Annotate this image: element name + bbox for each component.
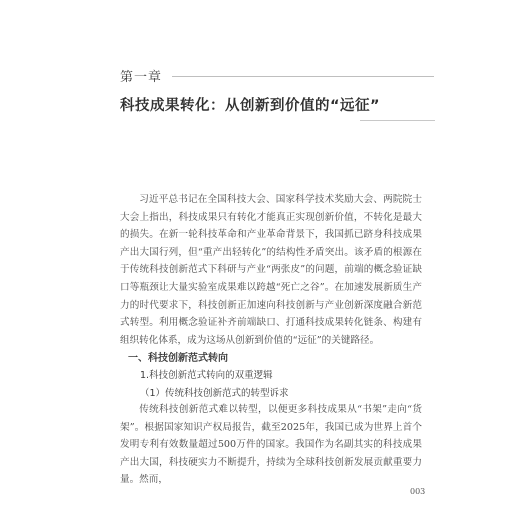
page-number: 003 [410,487,426,496]
subsubsection-heading: （1）传统科技创新范式的转型诉求 [140,388,289,399]
chapter-label: 第一章 [120,70,163,85]
paragraph: 习近平总书记在全国科技大会、国家科学技术奖励大会、两院院士大会上指出，科技成果只有转化才能真正实现创新价值，不转化是最大的损失。在新一轮科技革命和产业革命背景下，我国抓已跻身科技成果产出大国行列，但“重产出轻转化”的结构性矛盾突出。该矛盾的根源在于传统科技创新范式下科研与产业“两张皮”的问题，前端的概念验证缺口等瓶颈让大量实验室成果难以跨越“死亡之谷”。在加速发展新质生产力的时代要求下，科技创新正加速向科技创新与产业创新深度融合新范式转型。利用概念验证补齐前端缺口、打通科技成果转化链条、构建有组织转化体系，成为这场从创新到价值的“远征”的关键路径。 [120,194,422,346]
chapter-divider [172,76,434,77]
paragraph: 传统科技创新范式难以转型，以便更多科技成果从“书架”走向“货架”。根据国家知识产权局报告，截至2025年，我国已成为世界上首个发明专利有效数量超过500万件的国家。我国作为名副其实的科技成果产出大国，科技硬实力不断提升，持续为全球科技创新发展贡献重要力量。然而， [120,404,422,486]
section-heading: 一、科技创新范式转向 [128,353,228,364]
chapter-title: 科技成果转化：从创新到价值的“远征” [120,98,381,114]
title-divider [360,120,435,121]
subsection-heading: 1.科技创新范式转向的双重逻辑 [140,370,273,381]
